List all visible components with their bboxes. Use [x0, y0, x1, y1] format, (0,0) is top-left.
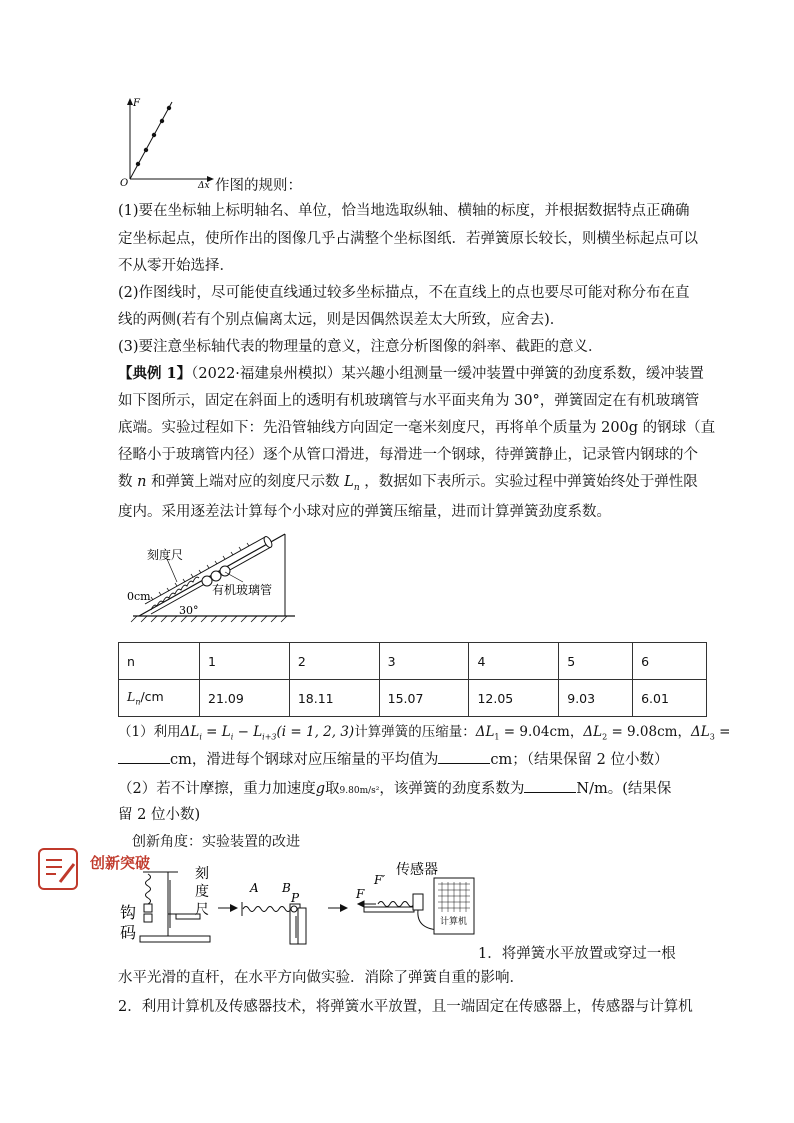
data-point [144, 148, 148, 152]
label-F-prime: F′ [374, 873, 386, 887]
q1-d1: ΔL [475, 724, 495, 740]
sensor-label: 传感器 [396, 862, 438, 878]
example-line-5-b: 和弹簧上端对应的刻度尺示数 [151, 474, 340, 490]
rule-3: (3)要注意坐标轴代表的物理量的意义，注意分析图像的斜率、截距的意义． [118, 339, 603, 355]
label-B: B [282, 881, 291, 895]
table-cell: 21.09 [200, 680, 290, 717]
table-header-n: n [119, 643, 200, 680]
q1-prefix: （1）利用 [118, 724, 181, 740]
q1-line2-a: cm，滑进每个钢球对应压缩量的平均值为 [170, 752, 439, 768]
label-A: A [250, 881, 259, 895]
answer-blank-2[interactable] [438, 749, 490, 764]
ruler-label: 刻度尺 [147, 548, 184, 562]
example-line-4: 径略小于玻璃管内径）逐个从管口滑进，每滑进一个钢球，待弹簧静止，记录管内钢球的个 [118, 447, 698, 463]
x-axis-label: Δx [198, 181, 210, 191]
q1-formula-rest2: − L [233, 724, 263, 740]
table-row [119, 643, 707, 680]
weight-char-2: 码 [120, 923, 137, 942]
table-cell: 6.01 [633, 680, 707, 717]
ruler-char-3: 尺 [195, 902, 209, 918]
question-1-line-1: （1）利用$\Delta L_i = L_i - L_{i+3}(i = 1$, 2, 3)计算弹簧的压缩量：$\Delta L_1 = 9.04cm$，$\Delta L_2 = 9.08cm$，$\Delta L_3$ = [118, 724, 731, 742]
q2-b: 取 [325, 781, 340, 797]
var-L-sub: n [353, 482, 360, 493]
innovation-banner: 创新突破 [90, 854, 151, 872]
ground-hatch [131, 616, 287, 622]
data-point [160, 119, 164, 123]
q1-d2: ΔL [583, 724, 603, 740]
steel-ball [211, 571, 221, 581]
data-table [118, 642, 707, 717]
table-header-ln [119, 680, 200, 717]
origin-label: O [120, 178, 129, 189]
table-cell: 9.03 [559, 680, 633, 717]
example-tag: 【典例 1】 [118, 365, 192, 382]
var-L: L [344, 474, 354, 490]
label-P: P [291, 891, 300, 905]
rule-title: 作图的规则： [215, 178, 302, 194]
ln-sub: n [135, 697, 141, 707]
q2-a: （2）若不计摩擦，重力加速度 [118, 781, 316, 797]
fit-line [130, 102, 172, 179]
table-cell: 12.05 [469, 680, 559, 717]
q1-v3: = [714, 724, 731, 740]
zero-label: 0cm [127, 590, 151, 603]
steel-ball [220, 566, 230, 576]
example-line-6: 度内。采用逐差法计算每个小球对应的弹簧压缩量，进而计算弹簧劲度系数。 [118, 504, 611, 520]
label-F: F [356, 887, 365, 901]
apparatus-improvement-figure [58, 858, 488, 948]
f-deltax-graph [110, 94, 220, 194]
answer-blank-3[interactable] [524, 778, 576, 793]
rule-2-line-a: (2)作图线时，尽可能使直线通过较多坐标描点，不在直线上的点也要尽可能对称分布在直 [118, 285, 690, 301]
question-2-line-2: 留 2 位小数) [118, 807, 201, 823]
table-cell: 4 [469, 643, 559, 680]
closing-p1-b: 水平光滑的直杆，在水平方向做实验．消除了弹簧自重的影响． [118, 970, 524, 986]
example-line-5-c: ，数据如下表所示。实验过程中弹簧始终处于弹性限 [364, 474, 698, 490]
q1-line2-b: cm；（结果保留 2 位小数） [490, 752, 669, 768]
weight-char-1: 钩 [120, 903, 137, 922]
var-n: n [137, 474, 147, 490]
data-point [152, 133, 156, 137]
table-cell: 3 [379, 643, 469, 680]
table-cell: 5 [559, 643, 633, 680]
q2-g: g [315, 781, 326, 797]
steel-ball [202, 576, 212, 586]
innovation-angle: 创新角度：实验装置的改进 [132, 834, 300, 850]
example-line-5-a: 数 [118, 474, 133, 490]
table-cell: 1 [200, 643, 290, 680]
question-2-line-1 [118, 778, 678, 801]
example-line-5 [118, 472, 698, 498]
arrow-right-icon [218, 904, 238, 912]
table-row [119, 680, 707, 717]
q1-formula-rest: = L [201, 724, 231, 740]
data-point [167, 106, 171, 110]
example-line-1-text: （2022·福建泉州模拟）某兴趣小组测量一缓冲装置中弹簧的劲度系数，缓冲装置 [191, 366, 704, 382]
computer-label: 计算机 [440, 917, 468, 927]
q1-d3: ΔL [690, 724, 710, 740]
example-line-3: 底端。实验过程如下：先沿管轴线方向固定一毫米刻度尺，再将单个质量为 200g 的钢球（直 [118, 420, 716, 436]
rule-1-line-a: (1)要在坐标轴上标明轴名、单位，恰当地选取纵轴、横轴的标度，并根据数据特点正确确 [118, 203, 690, 219]
question-1-line-2 [118, 749, 678, 770]
q1-v2: = 9.08cm， [607, 724, 691, 740]
ruler-char-1: 刻 [195, 866, 209, 882]
tube-label: 有机玻璃管 [212, 583, 273, 597]
q1-v1: = 9.04cm， [499, 724, 584, 740]
example-line-2: 如下图所示，固定在斜面上的透明有机玻璃管与水平面夹角为 30°，弹簧固定在有机玻璃管 [118, 393, 700, 409]
answer-blank-1[interactable] [118, 749, 170, 764]
rule-1-line-c: 不从零开始选择． [118, 258, 234, 274]
incline-apparatus-figure [125, 532, 300, 624]
q2-unit: N/m [576, 781, 608, 797]
table-cell: 2 [289, 643, 379, 680]
table-cell: 15.07 [379, 680, 469, 717]
rule-2-line-b: 线的两侧(若有个别点偏离太远，则是因偶然误差太大所致，应舍去)． [118, 312, 565, 328]
q2-gval: 9.80m/s² [339, 786, 380, 796]
q1-mid: 计算弹簧的压缩量： [354, 724, 476, 740]
table-cell: 6 [633, 643, 707, 680]
table-cell: 18.11 [289, 680, 379, 717]
rule-1-line-b: 定坐标起点，使所作出的图像几乎占满整个坐标图纸．若弹簧原长较长，则横坐标起点可以 [118, 231, 698, 247]
angle-label: 30° [179, 604, 199, 617]
example-line-1 [118, 364, 704, 384]
q1-formula-cond: (i = 1, 2, 3) [276, 724, 355, 740]
closing-p2: 2．利用计算机及传感器技术，将弹簧水平放置，且一端固定在传感器上，传感器与计算机 [118, 999, 693, 1015]
ln-unit: /cm [140, 689, 164, 705]
q2-d: 。(结果保 [607, 781, 672, 797]
y-axis-label: F [133, 98, 140, 109]
ln-symbol: L [127, 689, 136, 705]
q2-c: ，该弹簧的劲度系数为 [379, 781, 525, 797]
ruler-char-2: 度 [195, 884, 209, 900]
arrow-right-icon [328, 904, 348, 912]
q1-formula: ΔL [180, 724, 200, 740]
data-point [136, 162, 140, 166]
horizontal-spring-device [242, 902, 306, 944]
closing-p1-a: 1．将弹簧水平放置或穿过一根 [478, 946, 676, 962]
